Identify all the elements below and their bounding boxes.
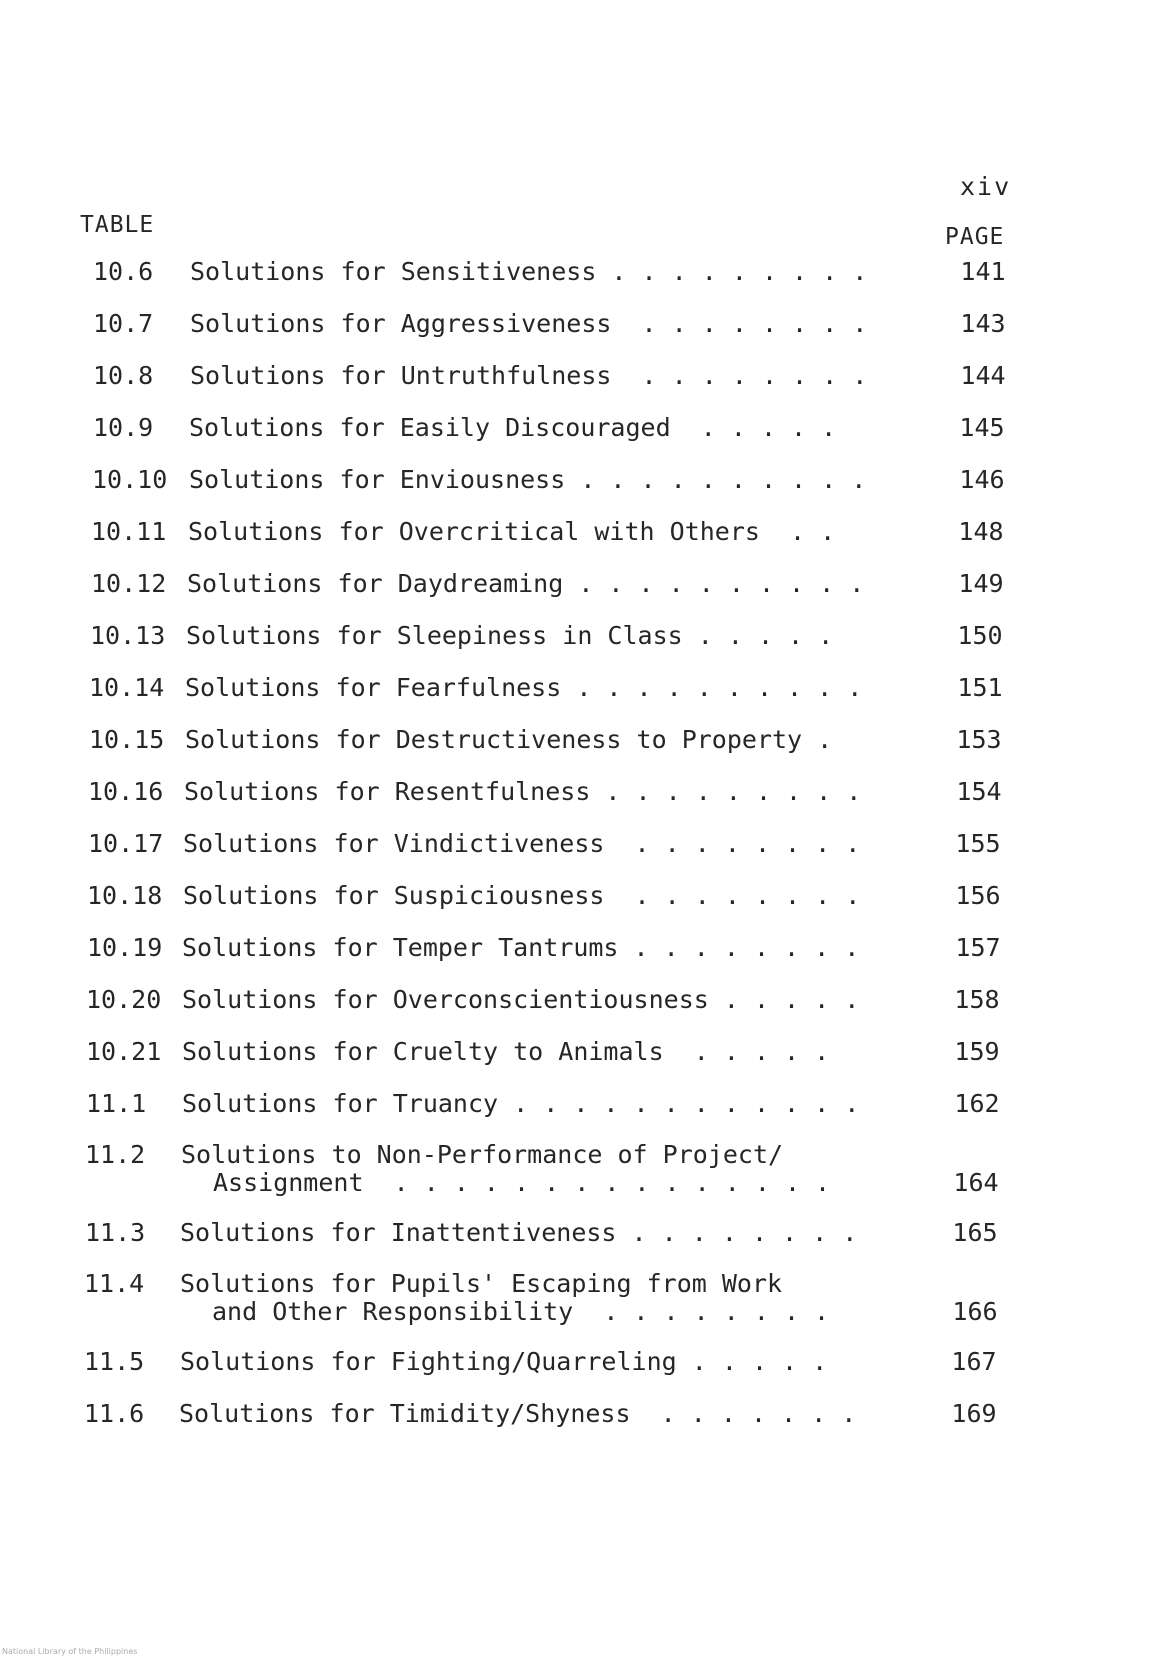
page-number: 146 [959, 465, 1005, 494]
table-title [180, 1270, 829, 1326]
page-number: 156 [955, 881, 1001, 910]
page-number: 158 [954, 985, 1000, 1014]
table-title [189, 466, 866, 494]
table-title [183, 830, 860, 858]
table-title-line: Solutions for Truancy . . . . . . . . . . . . [182, 1089, 860, 1118]
table-title-line: Solutions for Overconscientiousness . . . . . [182, 985, 860, 1014]
table-number: 11.6 [84, 1399, 145, 1428]
table-title-line: Solutions for Fearfulness . . . . . . . . . . [185, 673, 863, 702]
table-number: 10.19 [87, 933, 163, 962]
table-title [182, 934, 859, 962]
table-number: 11.3 [85, 1218, 146, 1247]
table-title [189, 414, 836, 442]
table-title-line: Solutions for Timidity/Shyness . . . . . . . [179, 1399, 857, 1428]
table-number: 10.17 [88, 829, 164, 858]
table-title [180, 1219, 857, 1247]
table-title-line: Solutions for Inattentiveness . . . . . . . . [180, 1218, 858, 1247]
table-title-continuation: Assignment . . . . . . . . . . . . . . . [213, 1168, 831, 1197]
page-number: 149 [958, 569, 1004, 598]
page-number: 162 [954, 1089, 1000, 1118]
table-number: 10.10 [92, 465, 168, 494]
table-title-line: Solutions for Enviousness . . . . . . . . . . [189, 465, 867, 494]
table-number: 10.11 [91, 517, 167, 546]
page-number: 148 [958, 517, 1004, 546]
table-number: 10.7 [93, 309, 154, 338]
table-title-line: Solutions for Sensitiveness . . . . . . . . . [190, 257, 868, 286]
table-number: 10.18 [87, 881, 163, 910]
page-number: 167 [951, 1347, 997, 1376]
table-title-line: Solutions for Pupils' Escaping from Work [180, 1269, 783, 1298]
table-number: 10.16 [88, 777, 164, 806]
table-title-line: Solutions for Vindictiveness . . . . . . . . [183, 829, 861, 858]
table-number: 10.9 [93, 413, 154, 442]
table-title [179, 1400, 856, 1428]
table-number: 10.21 [86, 1037, 162, 1066]
table-title-continuation: and Other Responsibility . . . . . . . . [212, 1297, 830, 1326]
table-title-line: Solutions for Suspiciousness . . . . . . . . [183, 881, 861, 910]
page-number: 153 [956, 725, 1002, 754]
table-title [184, 778, 861, 806]
page-number: 164 [953, 1168, 999, 1197]
table-number: 10.13 [90, 621, 166, 650]
page-number: 166 [952, 1297, 998, 1326]
table-title [187, 570, 864, 598]
table-title [181, 1141, 830, 1197]
table-title [190, 258, 867, 286]
table-title [182, 1038, 829, 1066]
page-number: 169 [951, 1399, 997, 1428]
table-title-line: Solutions for Daydreaming . . . . . . . . . . [187, 569, 865, 598]
table-title-line: Solutions for Temper Tantrums . . . . . . . . [182, 933, 860, 962]
table-number: 10.20 [86, 985, 162, 1014]
table-title-line: Solutions for Destructiveness to Property . [185, 725, 833, 754]
table-number: 10.8 [93, 361, 154, 390]
table-title-line: Solutions to Non-Performance of Project/ [181, 1140, 784, 1169]
table-title-line: Solutions for Cruelty to Animals . . . . . [182, 1037, 830, 1066]
footer-watermark: National Library of the Philippines [2, 1647, 138, 1656]
table-title [183, 882, 860, 910]
table-number: 11.1 [86, 1089, 147, 1118]
table-title [182, 1090, 859, 1118]
page-column-header: PAGE [945, 224, 1005, 250]
table-title-line: Solutions for Easily Discouraged . . . . . [189, 413, 837, 442]
table-number: 10.14 [89, 673, 165, 702]
table-number: 11.2 [85, 1140, 146, 1169]
table-title [185, 674, 862, 702]
table-number: 11.4 [84, 1269, 145, 1298]
page-number: 144 [960, 361, 1006, 390]
table-title-line: Solutions for Overcritical with Others . . [188, 517, 836, 546]
table-title-line: Solutions for Sleepiness in Class . . . . . [186, 621, 834, 650]
table-title-line: Solutions for Fighting/Quarreling . . . . . [180, 1347, 828, 1376]
page-number: 155 [955, 829, 1001, 858]
table-title [180, 1348, 827, 1376]
page-roman-number: xiv [960, 172, 1012, 201]
table-number: 10.12 [91, 569, 167, 598]
page-number: 150 [957, 621, 1003, 650]
table-title [185, 726, 832, 754]
table-number: 10.6 [93, 257, 154, 286]
page-number: 157 [955, 933, 1001, 962]
page-number: 143 [960, 309, 1006, 338]
table-title-line: Solutions for Untruthfulness . . . . . . . . [190, 361, 868, 390]
table-title [182, 986, 859, 1014]
table-title [186, 622, 833, 650]
page-number: 165 [952, 1218, 998, 1247]
table-number: 10.15 [89, 725, 165, 754]
page-number: 145 [959, 413, 1005, 442]
page-number: 141 [960, 257, 1006, 286]
table-column-header: TABLE [80, 212, 155, 238]
table-title-line: Solutions for Resentfulness . . . . . . . . . [184, 777, 862, 806]
page-number: 159 [954, 1037, 1000, 1066]
table-title-line: Solutions for Aggressiveness . . . . . . . . [190, 309, 868, 338]
table-title [190, 362, 867, 390]
page-number: 154 [956, 777, 1002, 806]
table-title [190, 310, 867, 338]
page-number: 151 [957, 673, 1003, 702]
table-number: 11.5 [84, 1347, 145, 1376]
table-title [188, 518, 835, 546]
